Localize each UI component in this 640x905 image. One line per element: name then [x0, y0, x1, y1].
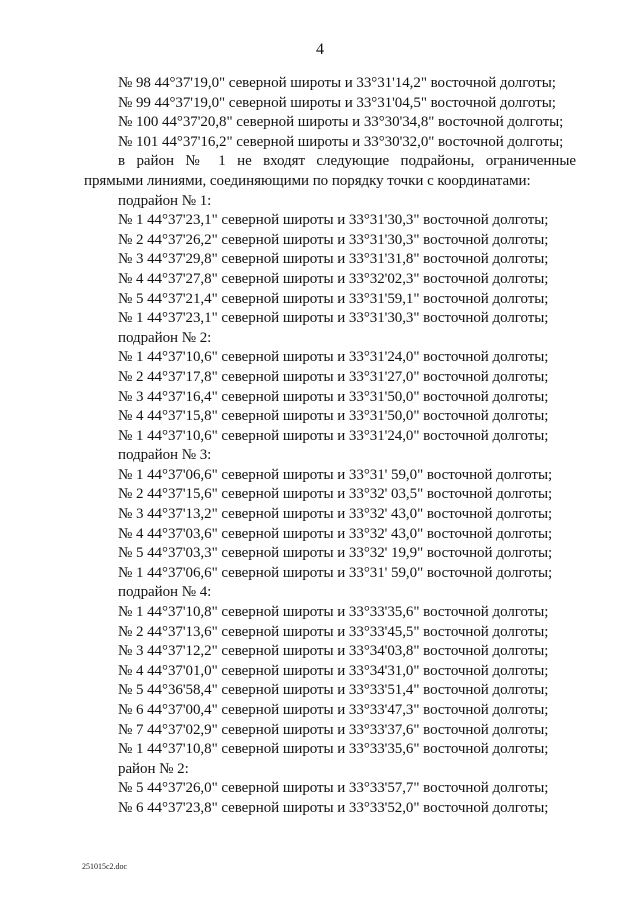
footer-filename: 251015c2.doc	[82, 862, 128, 871]
coordinate-line: № 1 44°37'06,6" северной широты и 33°31' 59,0" восточной долготы;	[118, 564, 553, 581]
coordinate-line: № 7 44°37'02,9" северной широты и 33°33'37,6" восточной долготы;	[118, 721, 549, 738]
coordinate-line: № 3 44°37'12,2" северной широты и 33°34'03,8" восточной долготы;	[118, 643, 549, 660]
coordinate-line: № 1 44°37'06,6" северной широты и 33°31' 59,0" восточной долготы;	[118, 466, 553, 483]
coordinate-line: № 5 44°37'03,3" северной широты и 33°32' 19,9" восточной долготы;	[118, 545, 553, 562]
district-heading: район № 2:	[118, 760, 189, 777]
coordinate-line: № 5 44°37'21,4" северной широты и 33°31'59,1" восточной долготы;	[118, 290, 549, 307]
page-number: 4	[316, 41, 324, 58]
coordinate-line: № 2 44°37'13,6" северной широты и 33°33'45,5" восточной долготы;	[118, 623, 549, 640]
coordinate-line: № 3 44°37'16,4" северной широты и 33°31'50,0" восточной долготы;	[118, 388, 549, 405]
coordinate-line: № 1 44°37'10,6" северной широты и 33°31'24,0" восточной долготы;	[118, 427, 549, 444]
document-body	[84, 74, 576, 819]
subdistrict-heading: подрайон № 2:	[118, 329, 212, 346]
coordinate-line: № 2 44°37'15,6" северной широты и 33°32' 03,5" восточной долготы;	[118, 486, 553, 503]
coordinate-line: № 1 44°37'10,6" северной широты и 33°31'24,0" восточной долготы;	[118, 349, 549, 366]
coordinate-line: № 1 44°37'23,1" северной широты и 33°31'30,3" восточной долготы;	[118, 310, 549, 327]
coordinate-line: № 4 44°37'03,6" северной широты и 33°32' 43,0" восточной долготы;	[118, 525, 553, 542]
paragraph-line: прямыми линиями, соединяющими по порядку точки с координатами:	[84, 172, 531, 189]
coordinate-line: № 3 44°37'13,2" северной широты и 33°32' 43,0" восточной долготы;	[118, 506, 553, 523]
coordinate-line: № 1 44°37'10,8" северной широты и 33°33'35,6" восточной долготы;	[118, 741, 549, 758]
coordinate-line: № 6 44°37'23,8" северной широты и 33°33'52,0" восточной долготы;	[118, 799, 549, 816]
coordinate-line: № 100 44°37'20,8" северной широты и 33°30'34,8" восточной долготы;	[118, 114, 564, 131]
subdistrict-heading: подрайон № 1:	[118, 192, 212, 209]
coordinate-line: № 98 44°37'19,0" северной широты и 33°31'14,2" восточной долготы;	[118, 75, 556, 91]
coordinate-line: № 4 44°37'01,0" северной широты и 33°34'31,0" восточной долготы;	[118, 662, 549, 679]
coordinate-line: № 2 44°37'26,2" северной широты и 33°31'30,3" восточной долготы;	[118, 231, 549, 248]
paragraph-line: в район № 1 не входят следующие подрайоны, ограниченные	[118, 153, 576, 170]
coordinate-line: № 101 44°37'16,2" северной широты и 33°30'32,0" восточной долготы;	[118, 133, 564, 150]
subdistrict-heading: подрайон № 3:	[118, 447, 212, 464]
coordinate-line: № 5 44°36'58,4" северной широты и 33°33'51,4" восточной долготы;	[118, 682, 549, 699]
subdistrict-heading: подрайон № 4:	[118, 584, 212, 601]
coordinate-line: № 6 44°37'00,4" северной широты и 33°33'47,3" восточной долготы;	[118, 702, 549, 718]
coordinate-line: № 1 44°37'23,1" северной широты и 33°31'30,3" восточной долготы;	[118, 212, 549, 229]
coordinate-line: № 4 44°37'27,8" северной широты и 33°32'02,3" восточной долготы;	[118, 270, 549, 287]
coordinate-line: № 1 44°37'10,8" северной широты и 33°33'35,6" восточной долготы;	[118, 604, 549, 621]
coordinate-line: № 4 44°37'15,8" северной широты и 33°31'50,0" восточной долготы;	[118, 408, 549, 425]
coordinate-line: № 3 44°37'29,8" северной широты и 33°31'31,8" восточной долготы;	[118, 251, 549, 268]
coordinate-line: № 99 44°37'19,0" северной широты и 33°31'04,5" восточной долготы;	[118, 94, 556, 111]
coordinate-line: № 5 44°37'26,0" северной широты и 33°33'57,7" восточной долготы;	[118, 780, 549, 797]
coordinate-line: № 2 44°37'17,8" северной широты и 33°31'27,0" восточной долготы;	[118, 368, 549, 385]
